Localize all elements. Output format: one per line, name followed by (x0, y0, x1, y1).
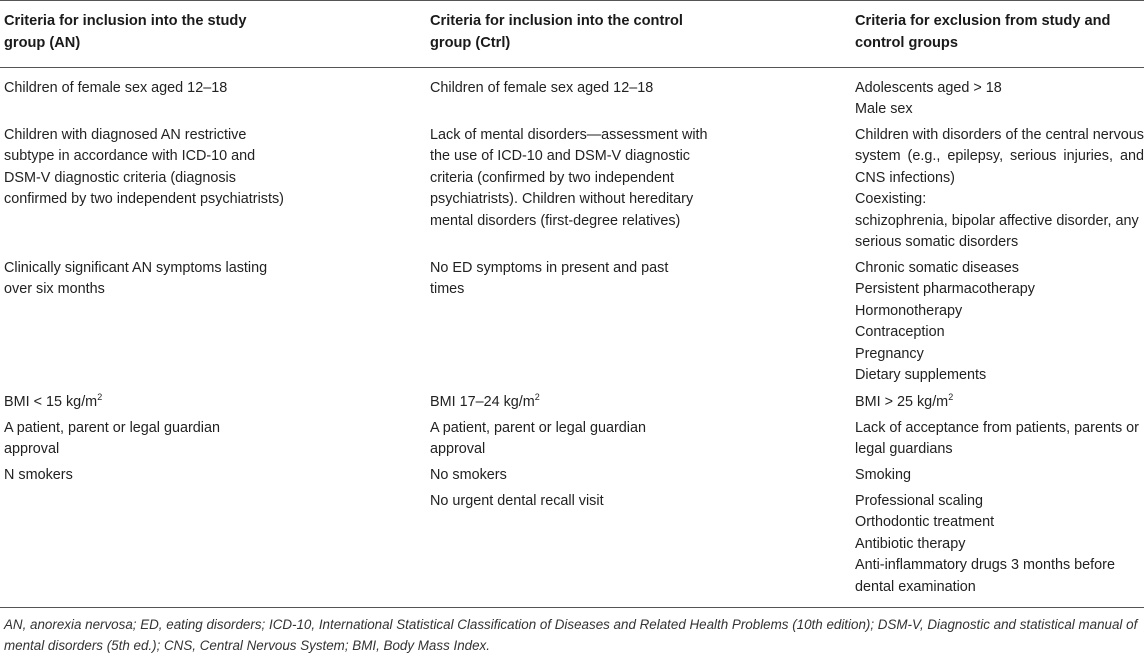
exclusion-item: Contraception (855, 324, 945, 341)
bmi-superscript: 2 (97, 392, 103, 402)
row1-exclusion (855, 78, 1144, 121)
exclusion-item: Dietary supplements (855, 367, 987, 384)
row5-control: A patient, parent or legal guardian approval (430, 420, 647, 458)
table-bottom-rule (0, 607, 1144, 608)
exclusion-item: Professional scaling (855, 493, 983, 509)
bmi-control-text: BMI 17–24 kg/m (430, 394, 535, 410)
table-top-rule (0, 0, 1144, 1)
exclusion-item: Pregnancy (855, 345, 924, 362)
exclusion-item: Antibiotic therapy (855, 535, 966, 552)
row3-control: No ED symptoms in present and past times (430, 260, 669, 298)
exclusion-item: schizophrenia, bipolar affective disorder, any serious somatic disorders (855, 212, 1139, 251)
exclusion-item: Orthodontic treatment (855, 514, 995, 531)
header-exclusion: Criteria for exclusion from study and control groups (855, 13, 1111, 51)
row1-control: Children of female sex aged 12–18 (430, 80, 654, 96)
row3-study: Clinically significant AN symptoms lasting over six months (4, 260, 268, 298)
row7-exclusion (855, 491, 1144, 598)
exclusion-item: Hormonotherapy (855, 302, 963, 319)
exclusion-item: Lack of acceptance from patients, parents or legal guardians (855, 420, 1139, 458)
row3-exclusion (855, 258, 1144, 386)
row6-exclusion (855, 465, 1144, 486)
exclusion-item: Children with disorders of the central nervous system (e.g., epilepsy, serious injuries, and CNS infections) (855, 127, 1144, 186)
row1-study: Children of female sex aged 12–18 (4, 80, 228, 96)
row4-study (4, 392, 294, 413)
row2-exclusion (855, 125, 1144, 253)
row6-control: No smokers (430, 467, 507, 483)
exclusion-item: Male sex (855, 101, 913, 118)
table-footnote: AN, anorexia nervosa; ED, eating disorders; ICD-10, International Statistical Classification of Diseases and Related Health Problems (10th edition); DSM-V, Diagnostic and statistical manual of mental disorders (5th ed.); CNS, Central Nervous System; BMI, Body Mass Index. (4, 617, 1138, 653)
header-bottom-rule (0, 67, 1144, 68)
bmi-superscript: 2 (948, 392, 954, 402)
header-control-group: Criteria for inclusion into the control group (Ctrl) (430, 13, 683, 51)
bmi-study-text: BMI < 15 kg/m (4, 394, 98, 410)
row5-exclusion (855, 418, 1144, 461)
row7-control: No urgent dental recall visit (430, 493, 604, 509)
header-study-group: Criteria for inclusion into the study group (AN) (4, 13, 247, 51)
exclusion-item: Anti-inflammatory drugs 3 months before dental examination (855, 557, 1115, 595)
row2-control: Lack of mental disorders—assessment with the use of ICD-10 and DSM-V diagnostic criteria (confirmed by two independent psychiatrists). Children without hereditary mental disorders (first-degree relatives) (430, 127, 708, 229)
exclusion-item: Smoking (855, 467, 911, 483)
row4-control (430, 392, 730, 413)
exclusion-item: Coexisting: (855, 191, 927, 208)
row5-study: A patient, parent or legal guardian approval (4, 420, 221, 458)
exclusion-item: Adolescents aged > 18 (855, 80, 1002, 96)
bmi-exclusion-text: BMI > 25 kg/m (855, 394, 949, 410)
exclusion-item: Chronic somatic diseases (855, 260, 1019, 276)
row4-exclusion (855, 392, 1144, 413)
row6-study: N smokers (4, 467, 73, 483)
exclusion-item: Persistent pharmacotherapy (855, 281, 1035, 298)
bmi-superscript: 2 (534, 392, 540, 402)
row2-study: Children with diagnosed AN restrictive subtype in accordance with ICD-10 and DSM-V diagnostic criteria (diagnosis confirmed by two independent psychiatrists) (4, 127, 284, 208)
